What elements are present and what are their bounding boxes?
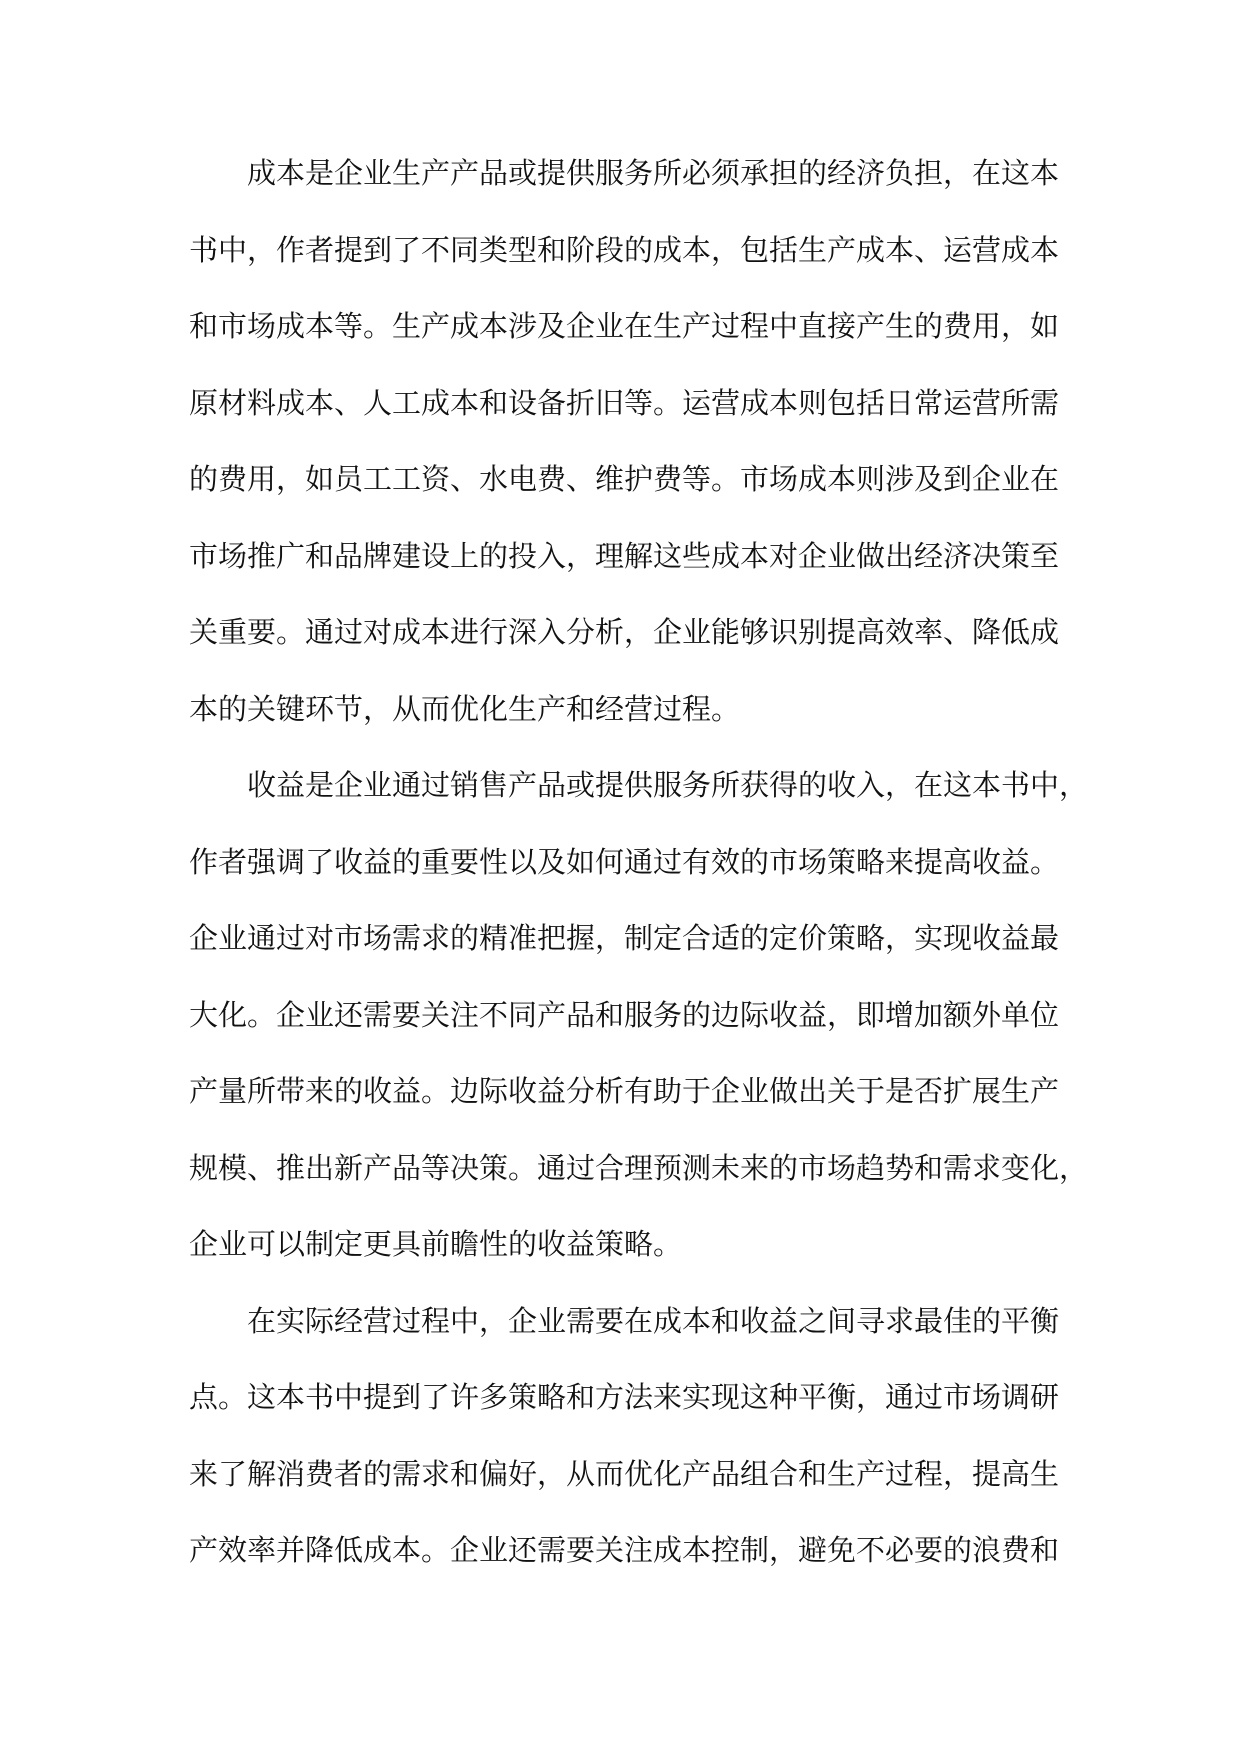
document-body bbox=[189, 143, 1089, 1597]
paragraph-balance bbox=[189, 1291, 1059, 1597]
paragraph-line: 点。这本书中提到了许多策略和方法来实现这种平衡，通过市场调研 bbox=[189, 1380, 1060, 1414]
paragraph-line: 原材料成本、人工成本和设备折旧等。运营成本则包括日常运营所需 bbox=[189, 385, 1060, 420]
paragraph-line: 书中，作者提到了不同类型和阶段的成本，包括生产成本、运营成本 bbox=[189, 232, 1060, 267]
paragraph-line: 本的关键环节，从而优化生产和经营过程。 bbox=[189, 691, 741, 726]
paragraph-line: 在实际经营过程中，企业需要在成本和收益之间寻求最佳的平衡 bbox=[247, 1303, 1060, 1338]
paragraph-line: 作者强调了收益的重要性以及如何通过有效的市场策略来提高收益。 bbox=[189, 844, 1060, 879]
paragraph-line: 的费用，如员工工资、水电费、维护费等。市场成本则涉及到企业在 bbox=[189, 462, 1060, 496]
paragraph-line: 大化。企业还需要关注不同产品和服务的边际收益，即增加额外单位 bbox=[189, 997, 1060, 1032]
paragraph-revenue bbox=[189, 755, 1089, 1291]
paragraph-line: 关重要。通过对成本进行深入分析，企业能够识别提高效率、降低成 bbox=[189, 615, 1060, 649]
paragraph-line: 成本是企业生产产品或提供服务所必须承担的经济负担，在这本 bbox=[247, 156, 1060, 190]
paragraph-line: 产效率并降低成本。企业还需要关注成本控制，避免不必要的浪费和 bbox=[189, 1533, 1060, 1567]
paragraph-line: 企业通过对市场需求的精准把握，制定合适的定价策略，实现收益最 bbox=[189, 921, 1060, 955]
paragraph-line: 收益是企业通过销售产品或提供服务所获得的收入，在这本书中， bbox=[247, 768, 1089, 802]
paragraph-line: 来了解消费者的需求和偏好，从而优化产品组合和生产过程，提高生 bbox=[189, 1456, 1060, 1491]
paragraph-line: 产量所带来的收益。边际收益分析有助于企业做出关于是否扩展生产 bbox=[189, 1074, 1060, 1108]
paragraph-line: 规模、推出新产品等决策。通过合理预测未来的市场趋势和需求变化， bbox=[189, 1150, 1089, 1185]
paragraph-line: 和市场成本等。生产成本涉及企业在生产过程中直接产生的费用，如 bbox=[189, 309, 1060, 343]
paragraph-cost bbox=[189, 143, 1059, 755]
paragraph-line: 市场推广和品牌建设上的投入，理解这些成本对企业做出经济决策至 bbox=[189, 538, 1060, 573]
paragraph-line: 企业可以制定更具前瞻性的收益策略。 bbox=[189, 1227, 683, 1261]
